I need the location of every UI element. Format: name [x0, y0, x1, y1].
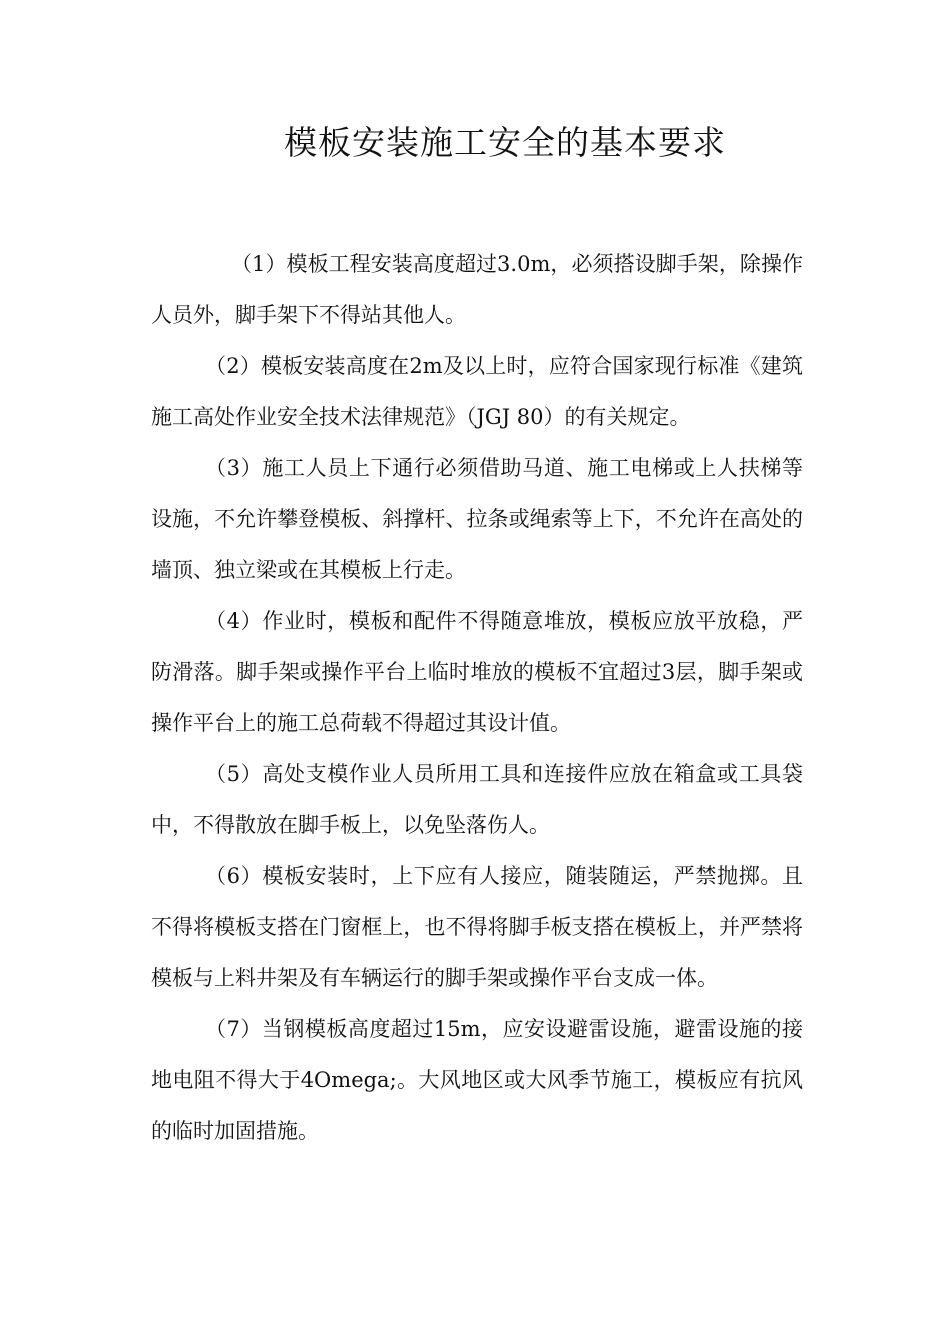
paragraph-5: （5）高处支模作业人员所用工具和连接件应放在箱盒或工具袋中，不得散放在脚手板上，以免坠落伤人。: [151, 762, 803, 837]
paragraph-7: （7）当钢模板高度超过15m，应安设避雷设施，避雷设施的接地电阻不得大于4Omega;。大风地区或大风季节施工，模板应有抗风的临时加固措施。: [151, 1017, 803, 1143]
paragraph-2: （2）模板安装高度在2m及以上时，应符合国家现行标准《建筑施工高处作业安全技术法律规范》（JGJ 80）的有关规定。: [151, 354, 803, 429]
paragraph-1: （1）模板工程安装高度超过3.0m，必须搭设脚手架，除操作人员外，脚手架下不得站其他人。: [151, 252, 803, 327]
paragraph-3: （3）施工人员上下通行必须借助马道、施工电梯或上人扶梯等设施，不允许攀登模板、斜撑杆、拉条或绳索等上下，不允许在高处的墙顶、独立梁或在其模板上行走。: [151, 456, 803, 582]
paragraph-4: （4）作业时，模板和配件不得随意堆放，模板应放平放稳，严防滑落。脚手架或操作平台上临时堆放的模板不宜超过3层，脚手架或操作平台上的施工总荷载不得超过其设计值。: [151, 609, 803, 735]
document-body: [151, 239, 803, 1157]
paragraph-6: （6）模板安装时，上下应有人接应，随装随运，严禁抛掷。且不得将模板支搭在门窗框上，也不得将脚手板支搭在模板上，并严禁将模板与上料井架及有车辆运行的脚手架或操作平台支成一体。: [151, 864, 803, 990]
document-title: 模板安装施工安全的基本要求: [284, 123, 726, 162]
